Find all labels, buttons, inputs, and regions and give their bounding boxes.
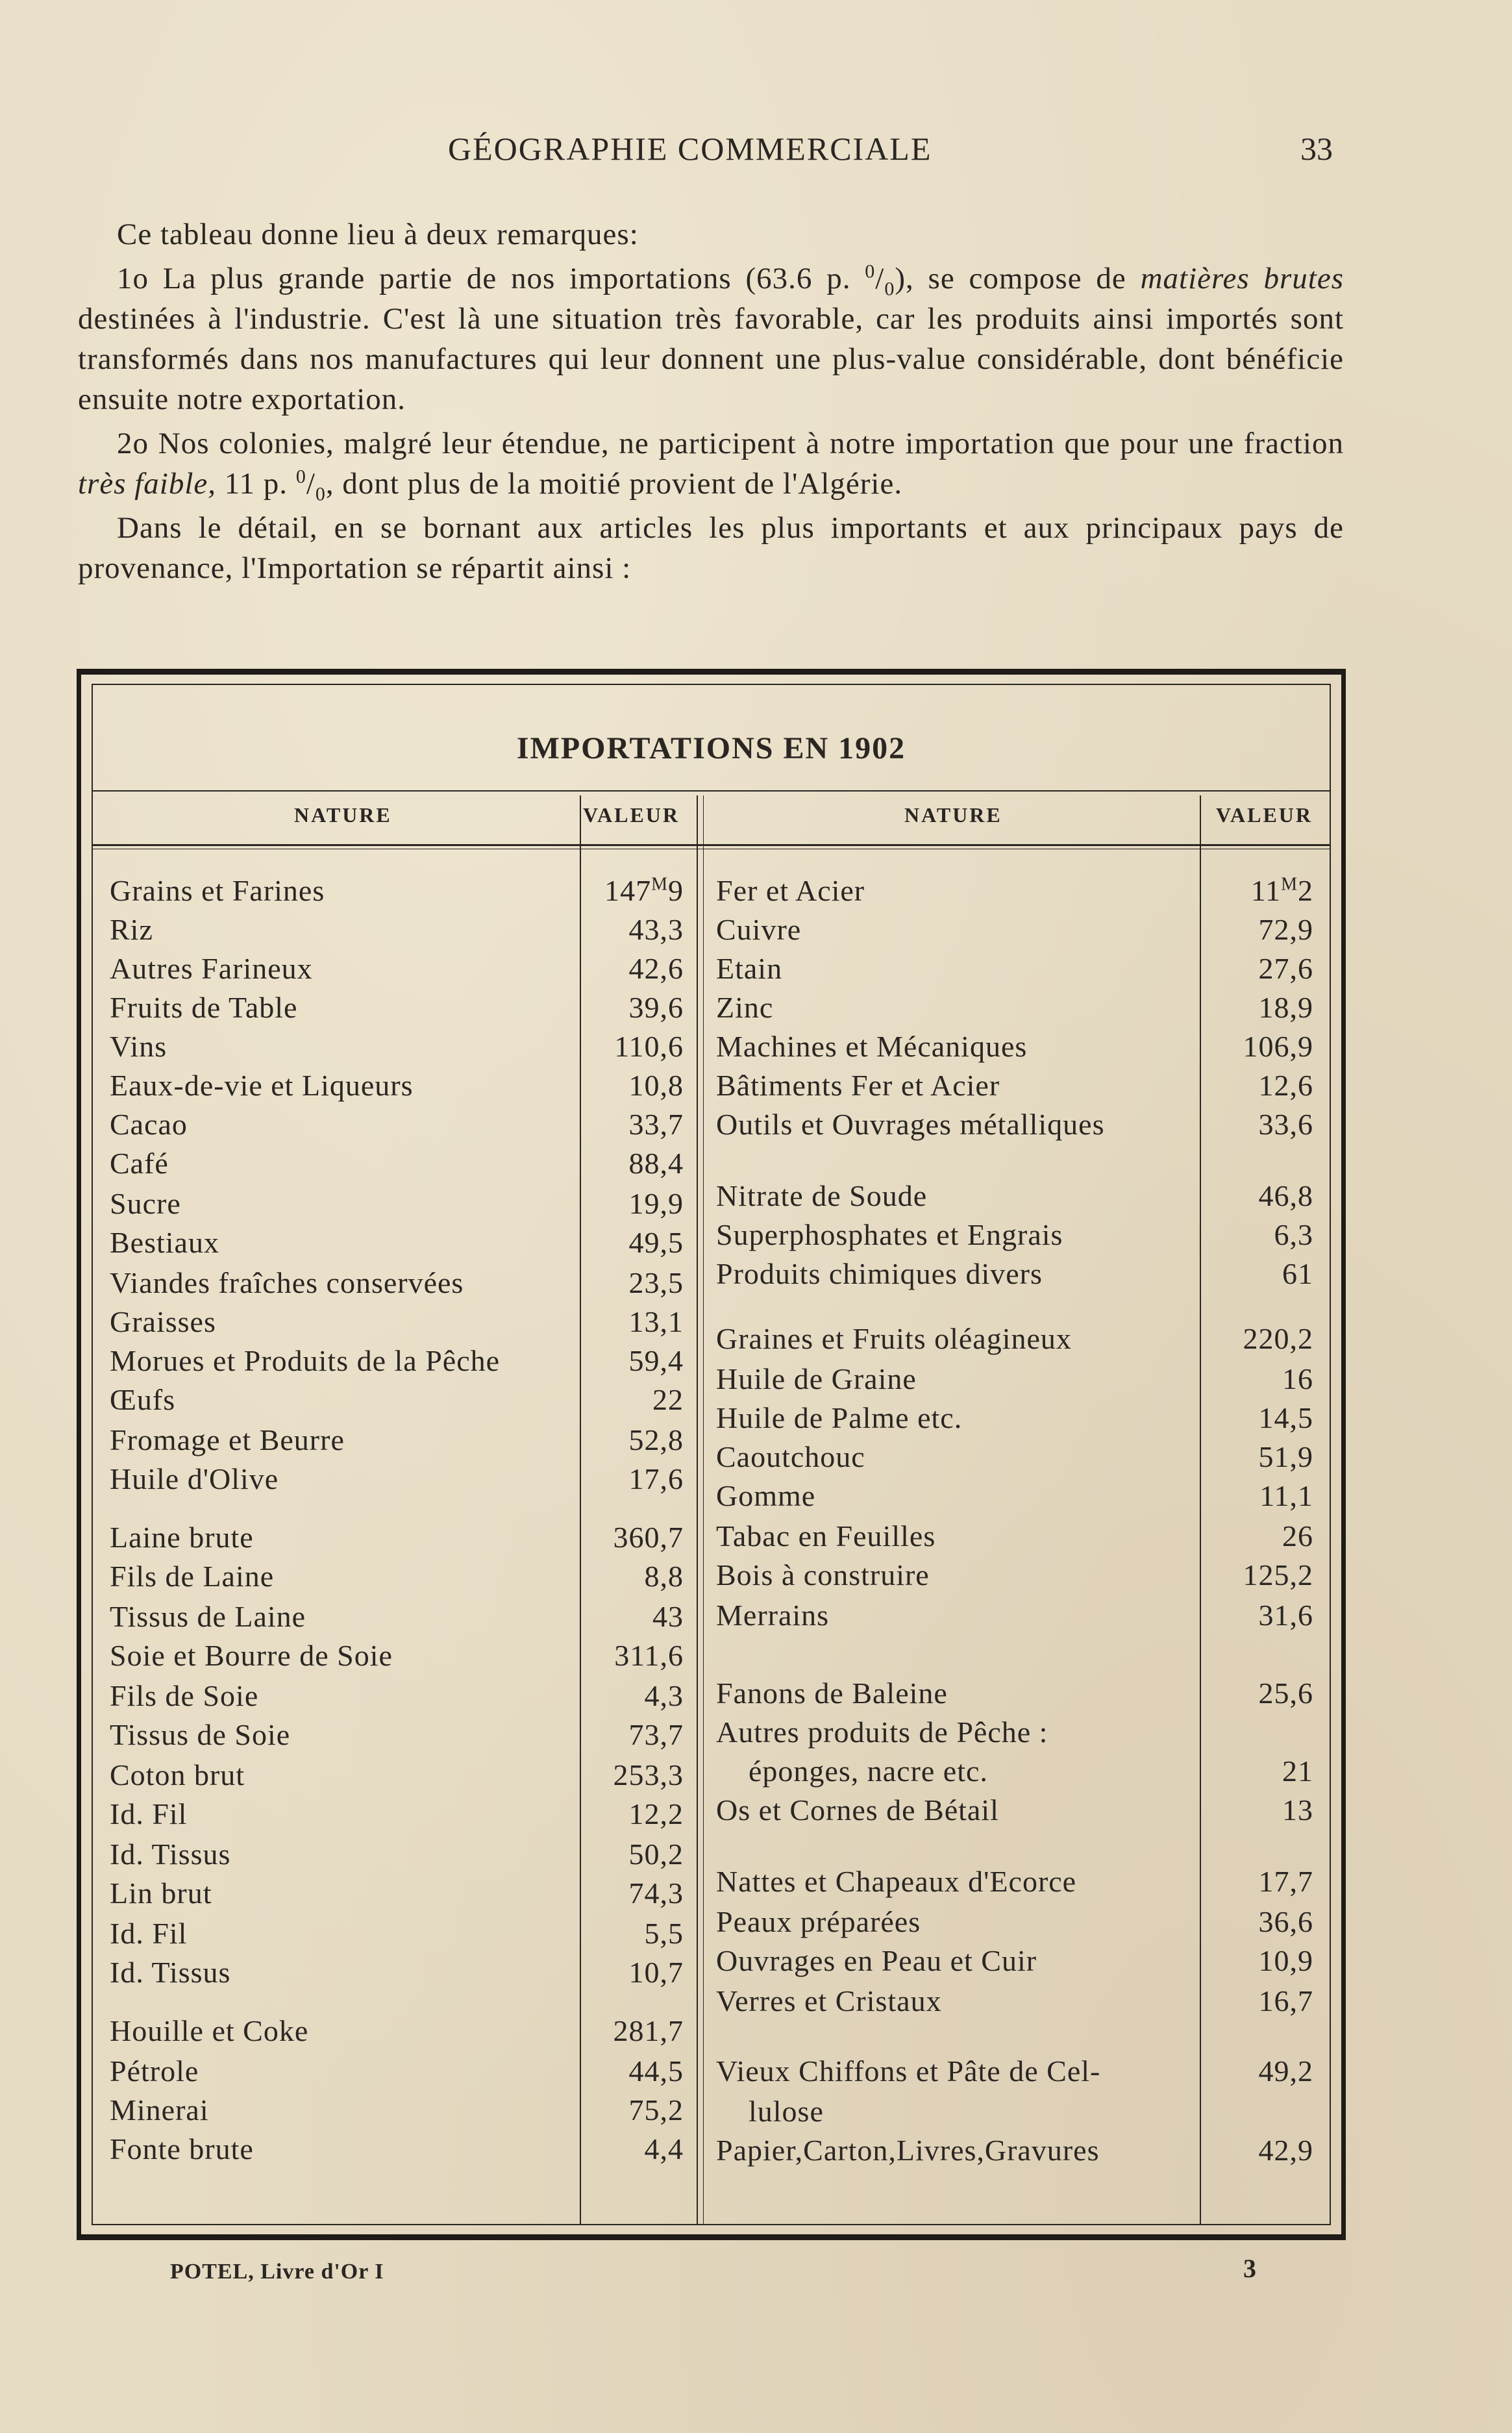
row-valeur: 14,5: [1258, 1401, 1313, 1434]
row-valeur: 360,7: [613, 1521, 684, 1554]
table-row: [703, 1715, 1333, 1754]
row-valeur: 21: [1282, 1754, 1313, 1788]
col-header-valeur-right: VALEUR: [1216, 803, 1313, 827]
row-valeur: $147^M9$: [604, 874, 684, 907]
table-row: [703, 2094, 1333, 2133]
row-valeur: 17,6: [628, 1462, 684, 1495]
row-valeur: 33,6: [1258, 1108, 1313, 1141]
row-nature: Tabac en Feuilles: [716, 1519, 936, 1553]
table-row: [703, 1029, 1333, 1068]
table-row: [703, 873, 1333, 912]
row-valeur: 11,1: [1259, 1479, 1313, 1512]
row-nature: Lin brut: [110, 1877, 212, 1910]
footer-sheet-number: 3: [1243, 2254, 1256, 2283]
row-nature: Outils et Ouvrages métalliques: [716, 1108, 1105, 1141]
row-valeur: 59,4: [628, 1344, 684, 1377]
table-row: [703, 1401, 1333, 1440]
table-row: [703, 2133, 1333, 2172]
table-row: [93, 1638, 697, 1677]
row-valeur: 281,7: [613, 2014, 684, 2047]
row-nature: Grains et Farines: [110, 874, 325, 907]
row-nature: Œufs: [110, 1383, 176, 1416]
table-row: [703, 1068, 1333, 1107]
row-nature: Laine brute: [110, 1521, 254, 1554]
table-row: [93, 1382, 697, 1421]
table-row: [93, 1916, 697, 1955]
table-row: [703, 1558, 1333, 1597]
intro-paragraph-4: [78, 508, 1344, 588]
row-valeur: 12,6: [1258, 1069, 1313, 1102]
table-row: [93, 1876, 697, 1915]
table-row: [703, 1676, 1333, 1715]
intro-p2-c: destinées à l'industrie. C'est là une situation très favorable, car les produits ainsi importés sont transformés dans nos manufactures qui leur donnent une plus-value considérable, dont bénéficie ensuite notre exportation.: [78, 302, 1344, 416]
table-row: [93, 2054, 697, 2093]
row-nature: Pétrole: [110, 2054, 199, 2088]
table-row: [703, 912, 1333, 951]
table-row: [703, 1598, 1333, 1637]
table-row: [93, 1559, 697, 1598]
row-valeur: 4,4: [644, 2132, 684, 2165]
row-nature: Fonte brute: [110, 2132, 254, 2165]
row-valeur: 75,2: [628, 2093, 684, 2127]
row-nature: lulose: [749, 2095, 824, 2128]
imports-table-inner: [92, 684, 1331, 2225]
intro-paragraph-3: [78, 423, 1344, 504]
table-row: [703, 1440, 1333, 1479]
header-rule-top: [93, 790, 1330, 792]
row-valeur: 27,6: [1258, 952, 1313, 985]
column-divider: [697, 795, 698, 2224]
table-row: [93, 1304, 697, 1343]
row-nature: Papier,Carton,Livres,Gravures: [716, 2134, 1100, 2167]
percent-sup: 0: [295, 466, 306, 488]
row-valeur: 5,5: [644, 1917, 684, 1950]
table-row: [703, 1984, 1333, 2023]
table-row: [93, 1029, 697, 1068]
table-row: [93, 1225, 697, 1264]
row-valeur: 51,9: [1258, 1440, 1313, 1473]
table-row: [93, 990, 697, 1029]
row-valeur: 16,7: [1258, 1984, 1313, 2017]
table-row: [93, 1107, 697, 1146]
row-valeur: 18,9: [1258, 991, 1313, 1024]
row-valeur: 106,9: [1243, 1030, 1313, 1063]
row-valeur: 13: [1282, 1793, 1313, 1827]
row-nature: Fromage et Beurre: [110, 1423, 345, 1456]
table-row: [703, 1519, 1333, 1558]
row-nature: Verres et Cristaux: [716, 1984, 942, 2017]
table-row: [93, 1343, 697, 1382]
percent-sep: /: [875, 262, 885, 295]
row-valeur: 39,6: [628, 991, 684, 1024]
row-valeur: 43: [652, 1600, 684, 1633]
intro-text: [78, 214, 1344, 592]
row-nature: Superphosphates et Engrais: [716, 1218, 1063, 1251]
table-row: [93, 2132, 697, 2171]
row-valeur: 16: [1282, 1362, 1313, 1395]
row-nature: Riz: [110, 913, 153, 946]
table-row: [93, 1955, 697, 1994]
row-nature: Os et Cornes de Bétail: [716, 1793, 999, 1827]
row-nature: Soie et Bourre de Soie: [110, 1639, 393, 1672]
row-nature: Nitrate de Soude: [716, 1179, 928, 1212]
intro-p3-c: , dont plus de la moitié provient de l'Algérie.: [325, 467, 903, 501]
table-row: [93, 1146, 697, 1185]
percent-sep: /: [306, 467, 316, 501]
table-row: [93, 873, 697, 912]
row-valeur: 10,7: [628, 1956, 684, 1989]
table-row: [703, 1321, 1333, 1360]
row-nature: Id. Tissus: [110, 1956, 231, 1989]
table-row: [703, 1362, 1333, 1401]
row-nature: Ouvrages en Peau et Cuir: [716, 1944, 1037, 1977]
row-nature: Graines et Fruits oléagineux: [716, 1322, 1072, 1355]
table-row: [703, 1479, 1333, 1517]
intro-p1-text: Ce tableau donne lieu à deux remarques:: [117, 218, 639, 251]
row-valeur: 42,6: [628, 952, 684, 985]
row-valeur: 31,6: [1258, 1599, 1313, 1632]
row-nature: Id. Fil: [110, 1917, 188, 1950]
row-nature: Vins: [110, 1030, 167, 1063]
percent-sub: 0: [315, 483, 326, 505]
row-valeur: 46,8: [1258, 1179, 1313, 1212]
row-nature: Café: [110, 1147, 169, 1180]
row-nature: Merrains: [716, 1599, 830, 1632]
page-number: 33: [1300, 131, 1333, 167]
table-row: [703, 1107, 1333, 1146]
table-row: [703, 1793, 1333, 1832]
row-valeur: 22: [652, 1383, 684, 1416]
table-row: [703, 1179, 1333, 1217]
row-nature: Etain: [716, 952, 783, 985]
row-nature: éponges, nacre etc.: [749, 1754, 988, 1788]
row-nature: Machines et Mécaniques: [716, 1030, 1028, 1063]
row-nature: Produits chimiques divers: [716, 1257, 1043, 1290]
row-valeur: 253,3: [613, 1758, 684, 1791]
row-valeur: 88,4: [628, 1147, 684, 1180]
row-nature: Viandes fraîches conservées: [110, 1266, 464, 1299]
row-valeur: 36,6: [1258, 1905, 1313, 1938]
row-nature: Gomme: [716, 1479, 816, 1512]
row-valeur: 13,1: [628, 1305, 684, 1338]
row-nature: Huile de Graine: [716, 1362, 917, 1395]
row-valeur: 10,9: [1258, 1944, 1313, 1977]
table-row: [93, 912, 697, 951]
imports-table: [77, 669, 1346, 2240]
row-valeur: 26: [1282, 1519, 1313, 1553]
table-row: [93, 1758, 697, 1797]
row-valeur: 72,9: [1258, 913, 1313, 946]
row-nature: Fer et Acier: [716, 874, 865, 907]
table-row: [93, 1599, 697, 1638]
row-valeur: 6,3: [1274, 1218, 1313, 1251]
table-row: [93, 1678, 697, 1717]
row-nature: Fruits de Table: [110, 991, 298, 1024]
row-nature: Cuivre: [716, 913, 802, 946]
row-valeur: 50,2: [628, 1838, 684, 1871]
percent-sub: 0: [884, 278, 895, 300]
table-row: [703, 1904, 1333, 1943]
row-nature: Caoutchouc: [716, 1440, 865, 1473]
row-valeur: 42,9: [1258, 2134, 1313, 2167]
row-valeur: 4,3: [644, 1679, 684, 1712]
running-title: GÉOGRAPHIE COMMERCIALE: [448, 131, 932, 167]
row-nature: Minerai: [110, 2093, 209, 2127]
row-nature: Fils de Laine: [110, 1560, 275, 1593]
col-header-nature-right: NATURE: [904, 803, 1002, 827]
intro-p3-a: 2o Nos colonies, malgré leur étendue, ne participent à notre importation que pour une fraction: [117, 427, 1344, 460]
table-row: [93, 2014, 697, 2052]
intro-p4-text: Dans le détail, en se bornant aux articles les plus importants et aux principaux pays de provenance, l'Importation se répartit ainsi :: [78, 511, 1344, 585]
intro-p3-italic: très faible,: [78, 467, 217, 501]
row-nature: Graisses: [110, 1305, 216, 1338]
table-row: [93, 951, 697, 990]
table-row: [93, 1837, 697, 1876]
row-valeur: 44,5: [628, 2054, 684, 2088]
table-title: IMPORTATIONS EN 1902: [516, 731, 906, 766]
row-valeur: 49,5: [628, 1226, 684, 1259]
table-row: [93, 1462, 697, 1501]
intro-p3-b: 11 p.: [216, 467, 296, 501]
intro-p2-b: ), se compose de: [895, 262, 1141, 295]
row-valeur: 17,7: [1258, 1865, 1313, 1898]
row-nature: Houille et Coke: [110, 2014, 309, 2047]
row-nature: Zinc: [716, 991, 774, 1024]
table-row: [93, 1186, 697, 1225]
percent-sup: 0: [865, 260, 876, 282]
row-valeur: 73,7: [628, 1718, 684, 1751]
row-nature: Morues et Produits de la Pêche: [110, 1344, 501, 1377]
row-nature: Id. Fil: [110, 1797, 188, 1830]
row-valeur: 311,6: [614, 1639, 684, 1672]
row-valeur: 61: [1282, 1257, 1313, 1290]
row-nature: Huile d'Olive: [110, 1462, 279, 1495]
row-valeur: 25,6: [1258, 1677, 1313, 1710]
row-valeur: 125,2: [1243, 1558, 1313, 1591]
row-valeur: 23,5: [628, 1266, 684, 1299]
footer-signature: POTEL, Livre d'Or I: [170, 2260, 384, 2284]
table-row: [703, 1256, 1333, 1295]
row-valeur: 74,3: [628, 1877, 684, 1910]
row-nature: Vieux Chiffons et Pâte de Cel-: [716, 2054, 1101, 2088]
header-rule-bottom: [93, 844, 1330, 846]
col-header-valeur-left: VALEUR: [583, 803, 680, 827]
row-nature: Id. Tissus: [110, 1838, 231, 1871]
row-nature: Autres produits de Pêche :: [716, 1716, 1048, 1749]
row-nature: Coton brut: [110, 1758, 245, 1791]
table-row: [93, 1717, 697, 1756]
row-valeur: 220,2: [1243, 1322, 1313, 1355]
row-valeur: 49,2: [1258, 2054, 1313, 2088]
row-nature: Fils de Soie: [110, 1679, 259, 1712]
row-nature: Peaux préparées: [716, 1905, 921, 1938]
table-row: [93, 1520, 697, 1559]
row-nature: Nattes et Chapeaux d'Ecorce: [716, 1865, 1077, 1898]
row-nature: Huile de Palme etc.: [716, 1401, 963, 1434]
row-valeur: 10,8: [628, 1069, 684, 1102]
intro-paragraph-2: [78, 258, 1344, 419]
table-row: [93, 2093, 697, 2132]
row-nature: Bois à construire: [716, 1558, 930, 1591]
table-row: [93, 1266, 697, 1304]
row-nature: Autres Farineux: [110, 952, 313, 985]
table-row: [93, 1068, 697, 1107]
row-valeur: 8,8: [644, 1560, 684, 1593]
row-valeur: 110,6: [614, 1030, 684, 1063]
row-valeur: 12,2: [628, 1797, 684, 1830]
intro-p2-italic: matières brutes: [1140, 262, 1345, 295]
table-row: [703, 1754, 1333, 1793]
table-row: [93, 1423, 697, 1462]
row-valeur: 19,9: [628, 1187, 684, 1220]
table-row: [703, 1943, 1333, 1982]
row-nature: Bâtiments Fer et Acier: [716, 1069, 1000, 1102]
intro-p2-a: 1o La plus grande partie de nos importations (63.6 p.: [117, 262, 865, 295]
row-nature: Fanons de Baleine: [716, 1677, 948, 1710]
row-valeur: $11^M2$: [1250, 874, 1313, 907]
row-nature: Cacao: [110, 1108, 188, 1141]
row-valeur: 52,8: [628, 1423, 684, 1456]
intro-paragraph-1: [78, 214, 1344, 255]
table-row: [703, 990, 1333, 1029]
row-valeur: 33,7: [628, 1108, 684, 1141]
row-nature: Bestiaux: [110, 1226, 219, 1259]
row-nature: Tissus de Soie: [110, 1718, 291, 1751]
row-nature: Sucre: [110, 1187, 181, 1220]
running-head: [0, 130, 1512, 175]
table-row: [703, 951, 1333, 990]
table-row: [703, 1217, 1333, 1256]
row-valeur: 43,3: [628, 913, 684, 946]
table-row: [93, 1797, 697, 1836]
row-nature: Eaux-de-vie et Liqueurs: [110, 1069, 414, 1102]
table-row: [703, 2054, 1333, 2093]
col-header-nature-left: NATURE: [294, 803, 392, 827]
row-nature: Tissus de Laine: [110, 1600, 306, 1633]
table-row: [703, 1864, 1333, 1903]
